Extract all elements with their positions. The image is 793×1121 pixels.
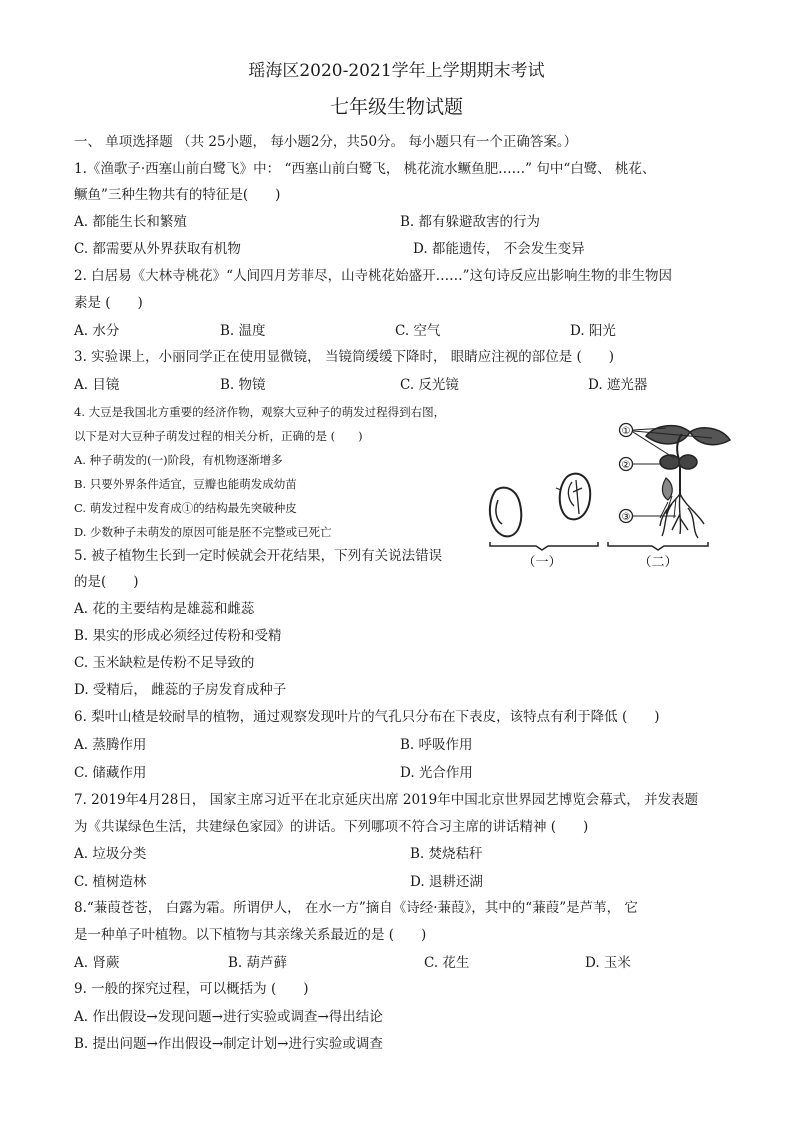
question-9-option-b: B. 提出问题→作出假设→制定计划→进行实验或调查: [74, 1036, 383, 1052]
question-3-option-d: D. 遮光器: [588, 377, 648, 393]
question-3-option-a: A. 目镜: [74, 377, 120, 393]
question-8-option-d: D. 玉米: [585, 955, 631, 971]
question-2-option-a: A. 水分: [74, 323, 120, 339]
question-4-line-1: 4. 大豆是我国北方重要的经济作物，观察大豆种子的萌发过程得到右图，: [74, 405, 446, 419]
question-8-line-1: 8.“蒹葭苍苍， 白露为霜。所谓伊人， 在水一方”摘自《诗经·蒹葭》，其中的“蒹葭”是芦苇， 它: [74, 900, 638, 916]
question-2-option-c: C. 空气: [395, 323, 441, 339]
question-1-option-c: C. 都需要从外界获取有机物: [74, 241, 241, 257]
question-5-option-d: D. 受精后， 雌蕊的子房发育成种子: [74, 682, 287, 698]
question-4-option-b: B. 只要外界条件适宜，豆瓣也能萌发成幼苗: [74, 477, 297, 491]
question-6-option-c: C. 储藏作用: [74, 765, 147, 781]
question-7-option-c: C. 植树造林: [74, 874, 147, 890]
seedling-drawing: [646, 426, 730, 538]
question-3-option-c: C. 反光镜: [400, 377, 459, 393]
question-3-option-b: B. 物镜: [220, 377, 266, 393]
question-7-option-b: B. 焚烧秸秆: [410, 846, 483, 862]
question-4-line-2: 以下是对大豆种子萌发过程的相关分析，正确的是 ( ): [74, 429, 363, 443]
question-4-option-d: D. 少数种子未萌发的原因可能是胚不完整或已死亡: [74, 525, 332, 539]
question-2-option-b: B. 温度: [220, 323, 266, 339]
marker-1: ①: [621, 426, 631, 437]
question-7-option-d: D. 退耕还湖: [410, 874, 483, 890]
question-5-option-c: C. 玉米缺粒是传粉不足导致的: [74, 655, 255, 671]
stage-label-2: （二）: [638, 555, 678, 570]
question-4-option-c: C. 萌发过程中发育成①的结构最先突破种皮: [74, 501, 297, 515]
soybean-germination-figure: [476, 418, 736, 570]
question-3-line-1: 3. 实验课上，小丽同学正在使用显微镜， 当镜筒缓缓下降时， 眼睛应注视的部位是 ( ): [74, 349, 615, 365]
stage-label-1: （一）: [522, 555, 562, 570]
question-8-line-2: 是一种单子叶植物。以下植物与其亲缘关系最近的是 ( ): [74, 927, 427, 943]
question-4-option-a: A. 种子萌发的(一)阶段，有机物逐渐增多: [74, 453, 283, 467]
question-2-line-2: 素是 ( ): [74, 295, 143, 311]
question-1-line-1: 1.《渔歌子·西塞山前白鹭飞》中： “西塞山前白鹭飞， 桃花流水鳜鱼肥……” 句中“白鹭、 桃花、: [74, 161, 656, 177]
question-7-line-2: 为《共谋绿色生活，共建绿色家园》的讲话。下列哪项不符合习主席的讲话精神 ( ): [74, 819, 589, 835]
question-7-line-1: 7. 2019年4月28日， 国家主席习近平在北京延庆出席 2019年中国北京世界园艺博览会幕式， 并发表题: [74, 792, 699, 808]
question-9-line-1: 9. 一般的探究过程，可以概括为 ( ): [74, 981, 309, 997]
question-2-option-d: D. 阳光: [570, 323, 616, 339]
question-5-option-b: B. 果实的形成必须经过传粉和受精: [74, 628, 282, 644]
question-1-line-2: 鳜鱼”三种生物共有的特征是( ): [74, 187, 281, 203]
question-6-option-b: B. 呼吸作用: [400, 737, 473, 753]
exam-subtitle: 七年级生物试题: [329, 96, 463, 118]
question-8-option-c: C. 花生: [424, 955, 470, 971]
question-8-option-b: B. 葫芦藓: [228, 955, 288, 971]
question-1-option-b: B. 都有躲避敌害的行为: [400, 214, 541, 230]
marker-3: ③: [621, 512, 631, 523]
question-5-option-a: A. 花的主要结构是雄蕊和雌蕊: [74, 601, 255, 617]
question-6-option-a: A. 蒸腾作用: [74, 737, 147, 753]
question-1-option-d: D. 都能遗传， 不会发生变异: [413, 241, 585, 257]
question-9-option-a: A. 作出假设→发现问题→进行实验或调查→得出结论: [74, 1009, 383, 1025]
question-7-option-a: A. 垃圾分类: [74, 846, 147, 862]
exam-title: 瑶海区2020-2021学年上学期期末考试: [248, 61, 545, 81]
section-heading: 一、 单项选择题 （共 25小题， 每小题2分，共50分。 每小题只有一个正确答案。）: [74, 134, 578, 150]
question-5-line-2: 的是( ): [74, 574, 139, 590]
question-1-option-a: A. 都能生长和繁殖: [74, 214, 187, 230]
question-6-line-1: 6. 梨叶山楂是较耐旱的植物，通过观察发现叶片的气孔只分布在下表皮，该特点有利于降低 ( ): [74, 709, 660, 725]
question-6-option-d: D. 光合作用: [400, 765, 473, 781]
marker-2: ②: [621, 460, 631, 471]
question-5-line-1: 5. 被子植物生长到一定时候就会开花结果，下列有关说法错误: [74, 548, 443, 564]
question-8-option-a: A. 肾蕨: [74, 955, 120, 971]
question-2-line-1: 2. 白居易《大林寺桃花》“人间四月芳菲尽，山寺桃花始盛开……”这句诗反应出影响生物的非生物因: [74, 268, 672, 284]
